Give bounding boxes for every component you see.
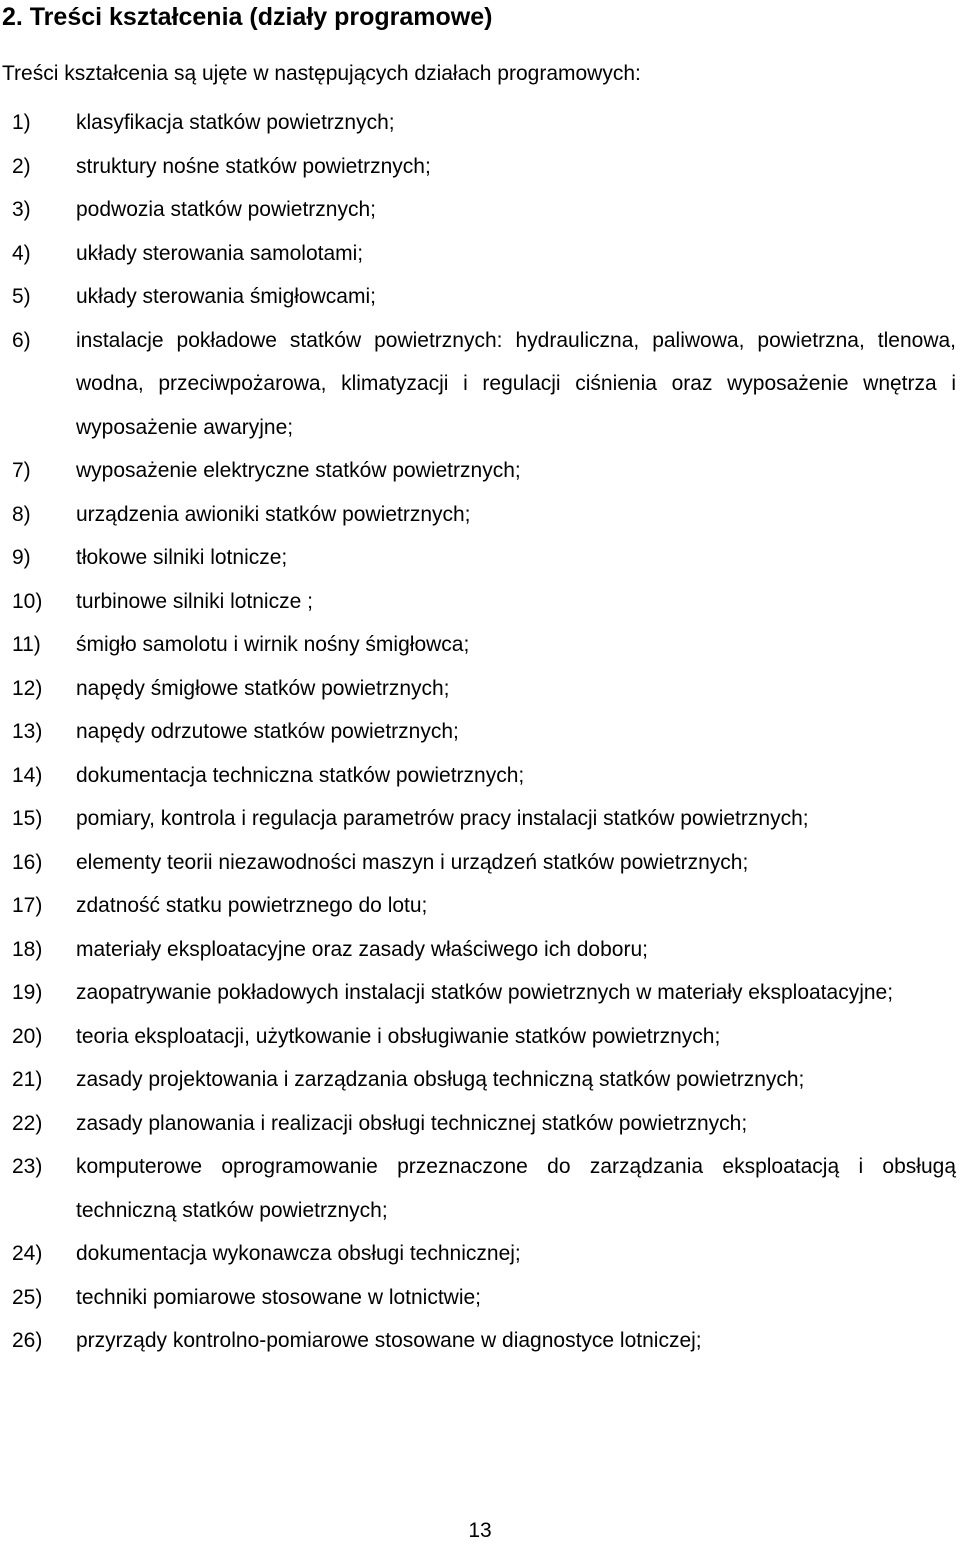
list-item-number: 1) bbox=[12, 111, 31, 134]
list-item bbox=[12, 580, 956, 624]
list-item bbox=[12, 1145, 956, 1232]
list-item-text: urządzenia awioniki statków powietrznych; bbox=[76, 502, 471, 526]
list-item bbox=[12, 1058, 956, 1102]
list-item bbox=[12, 841, 956, 885]
list-item-number: 13) bbox=[12, 720, 43, 743]
list-item-number: 15) bbox=[12, 807, 43, 830]
list-item-number: 20) bbox=[12, 1024, 43, 1048]
list-item-number: 21) bbox=[12, 1068, 43, 1091]
list-item-text: komputerowe oprogramowanie przeznaczone do zarządzania eksploatacją i obsługą techniczną statków powietrznych; bbox=[76, 1155, 956, 1222]
list-item bbox=[12, 493, 956, 537]
intro-paragraph: Treści kształcenia są ujęte w następujących działach programowych: bbox=[2, 62, 641, 85]
list-item-number: 18) bbox=[12, 937, 43, 961]
list-item-number: 5) bbox=[12, 285, 31, 308]
list-item-text: zdatność statku powietrznego do lotu; bbox=[76, 894, 428, 917]
list-item-number: 26) bbox=[12, 1329, 43, 1352]
list-item bbox=[12, 1319, 956, 1363]
list-item-text: materiały eksploatacyjne oraz zasady właściwego ich doboru; bbox=[76, 937, 648, 961]
list-item-number: 14) bbox=[12, 763, 43, 787]
list-item-number: 6) bbox=[12, 328, 31, 352]
list-item-number: 9) bbox=[12, 546, 31, 569]
list-item bbox=[12, 797, 956, 841]
list-item-number: 3) bbox=[12, 198, 31, 221]
list-item bbox=[12, 1102, 956, 1146]
list-item bbox=[12, 232, 956, 276]
list-item-text: teoria eksploatacji, użytkowanie i obsługiwanie statków powietrznych; bbox=[76, 1024, 721, 1048]
list-item-text: zaopatrywanie pokładowych instalacji statków powietrznych w materiały eksploatacyjne; bbox=[76, 981, 894, 1004]
list-item bbox=[12, 667, 956, 711]
list-item-text: śmigło samolotu i wirnik nośny śmigłowca; bbox=[76, 633, 470, 656]
list-item-number: 17) bbox=[12, 894, 43, 917]
list-item bbox=[12, 319, 956, 450]
list-item-text: turbinowe silniki lotnicze ; bbox=[76, 589, 313, 613]
list-item bbox=[12, 928, 956, 972]
list-item bbox=[12, 710, 956, 754]
list-item-number: 4) bbox=[12, 241, 31, 265]
list-item-number: 24) bbox=[12, 1242, 43, 1265]
list-item-text: pomiary, kontrola i regulacja parametrów pracy instalacji statków powietrznych; bbox=[76, 807, 809, 830]
list-item-number: 12) bbox=[12, 676, 43, 700]
list-item-text: elementy teorii niezawodności maszyn i urządzeń statków powietrznych; bbox=[76, 850, 749, 874]
list-item-text: struktury nośne statków powietrznych; bbox=[76, 154, 431, 178]
list-item-text: tłokowe silniki lotnicze; bbox=[76, 546, 288, 569]
list-item bbox=[12, 754, 956, 798]
list-item-number: 10) bbox=[12, 589, 43, 613]
list-item-text: podwozia statków powietrznych; bbox=[76, 198, 376, 221]
list-item-text: zasady projektowania i zarządzania obsługą techniczną statków powietrznych; bbox=[76, 1068, 805, 1091]
list-item-text: dokumentacja wykonawcza obsługi technicznej; bbox=[76, 1242, 521, 1265]
list-item bbox=[12, 145, 956, 189]
list-item bbox=[12, 101, 956, 145]
page-number: 13 bbox=[468, 1519, 492, 1542]
list-item-number: 16) bbox=[12, 850, 43, 874]
program-sections-list bbox=[12, 101, 956, 1363]
list-item-number: 2) bbox=[12, 154, 31, 178]
list-item bbox=[12, 623, 956, 667]
list-item-text: dokumentacja techniczna statków powietrznych; bbox=[76, 763, 525, 787]
list-item-text: wyposażenie elektryczne statków powietrznych; bbox=[76, 459, 521, 482]
list-item-text: przyrządy kontrolno-pomiarowe stosowane w diagnostyce lotniczej; bbox=[76, 1329, 702, 1352]
list-item bbox=[12, 884, 956, 928]
list-item-number: 25) bbox=[12, 1285, 43, 1309]
list-item-text: techniki pomiarowe stosowane w lotnictwie; bbox=[76, 1285, 482, 1309]
list-item-text: napędy odrzutowe statków powietrznych; bbox=[76, 720, 459, 743]
list-item bbox=[12, 188, 956, 232]
list-item-text: instalacje pokładowe statków powietrznych: hydrauliczna, paliwowa, powietrzna, tlenowa, wodna, przeciwpożarowa, klimatyzacji i regulacji ciśnienia oraz wyposażenie wnętrza i wyposażenie awaryjne; bbox=[76, 328, 956, 439]
list-item bbox=[12, 449, 956, 493]
list-item-number: 22) bbox=[12, 1111, 43, 1135]
list-item bbox=[12, 1232, 956, 1276]
list-item bbox=[12, 1276, 956, 1320]
list-item-text: napędy śmigłowe statków powietrznych; bbox=[76, 676, 450, 700]
list-item-number: 19) bbox=[12, 981, 43, 1004]
section-heading: 2. Treści kształcenia (działy programowe) bbox=[2, 3, 493, 31]
list-item-text: zasady planowania i realizacji obsługi technicznej statków powietrznych; bbox=[76, 1111, 748, 1135]
list-item-text: klasyfikacja statków powietrznych; bbox=[76, 111, 395, 134]
list-item bbox=[12, 1015, 956, 1059]
list-item bbox=[12, 536, 956, 580]
list-item-text: układy sterowania samolotami; bbox=[76, 241, 364, 265]
list-item-number: 8) bbox=[12, 502, 31, 526]
list-item bbox=[12, 971, 956, 1015]
list-item-number: 11) bbox=[12, 633, 41, 656]
list-item-number: 23) bbox=[12, 1155, 43, 1178]
list-item-number: 7) bbox=[12, 459, 31, 482]
list-item-text: układy sterowania śmigłowcami; bbox=[76, 285, 376, 308]
list-item bbox=[12, 275, 956, 319]
